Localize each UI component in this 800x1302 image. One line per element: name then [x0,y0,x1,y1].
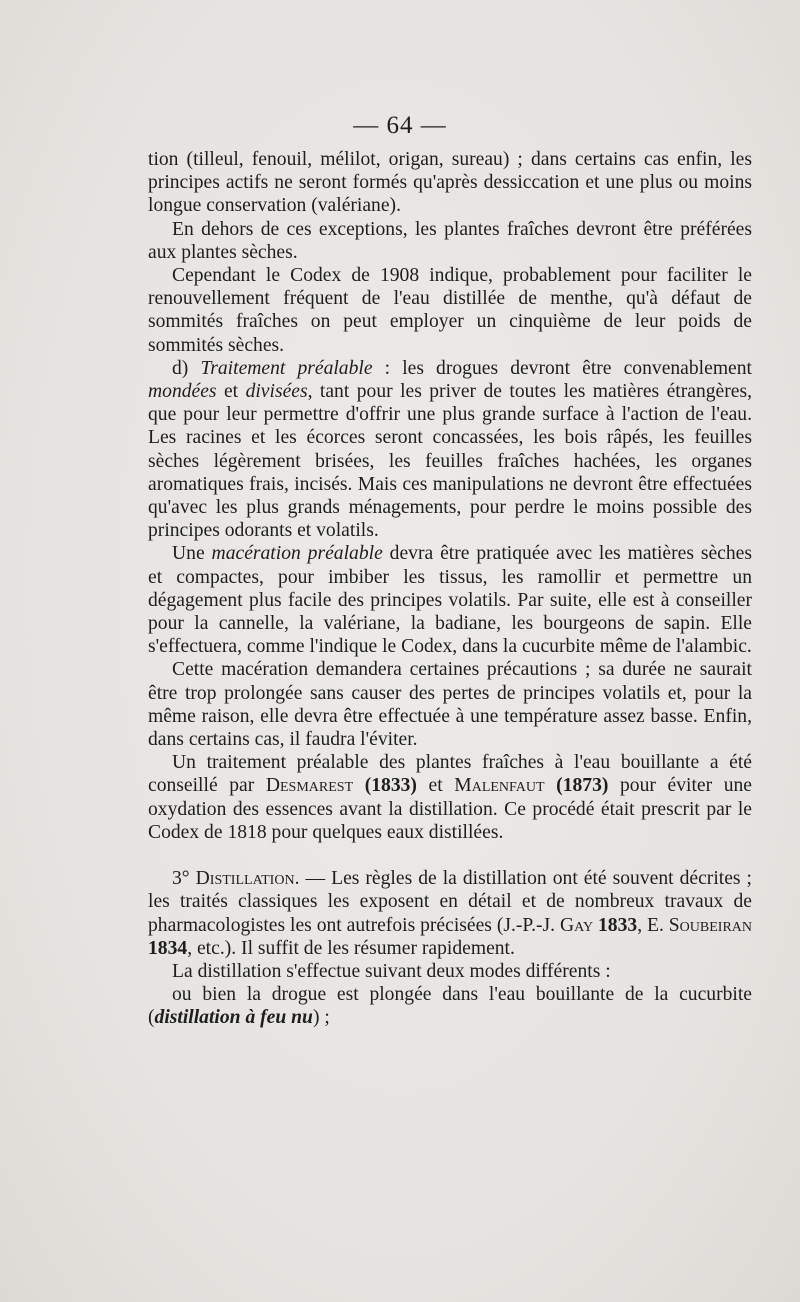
author-name: Desmarest [265,775,354,797]
emphasis: mondées [148,381,217,403]
emphasis: macération préalable [211,543,383,565]
paragraph-5: Une macération préalable devra être pratiquée avec les matières sèches et compactes, pour imbiber les tissus, les ramollir et permettre un dégagement plus facile des principes volatils. Par suite, elle est à conseiller pour la cannelle, la valériane, la badiane, les bourgeons de sapin. Elle s'effectuera, comme l'indique le Codex, dans la cucurbite même de l'alambic. [148,543,752,658]
author-name: Soubeiran [668,914,753,936]
section-label: d) [172,357,189,379]
emphasis: distillation à feu nu [154,1007,313,1029]
page-number: — 64 — [353,112,447,139]
paragraph-8: 3° Distillation. — Les règles de la distillation ont été souvent décrites ; les traités classiques les exposent en détail et de nombreux travaux de pharmacologistes les ont autrefois précisées (J.-P.-J. Gay 1833, E. Soubeiran 1834, etc.). Il suffit de les résumer rapidement. [148,868,753,959]
year: 1834 [148,937,188,959]
section-heading: Distillation. [195,868,300,890]
author-name: Malenfaut [454,775,545,797]
author-name: Gay [559,914,594,936]
section-heading: Traitement préalable [200,357,373,379]
body-text [148,148,752,1030]
paragraph-4: d) Traitement préalable : les drogues devront être convenablement mondées et divisées, tant pour les priver de toutes les matières étrangères, que pour leur permettre d'offrir une plus grande surface à l'action de l'eau. Les racines et les écorces seront concassées, les bois râpés, les feuilles sèches légèrement brisées, les feuilles fraîches hachées, les organes aromatiques frais, incisés. Mais ces manipulations ne devront être effectuées qu'avec les plus grands ménagements, pour perdre le moins possible des principes odorants et volatils. [148,357,752,542]
paragraph-10: ou bien la drogue est plongée dans l'eau bouillante de la cucurbite (distillation à feu nu) ; [148,984,752,1029]
paragraph-2: En dehors de ces exceptions, les plantes fraîches devront être préférées aux plantes sèches. [148,218,752,263]
paragraph-1: tion (tilleul, fenouil, mélilot, origan, sureau) ; dans certains cas enfin, les principes actifs ne seront formés qu'après dessiccation et une plus ou moins longue conservation (valériane). [148,149,752,217]
year: (1873) [556,775,609,797]
year: 1833 [598,914,638,936]
emphasis: divisées [245,381,308,403]
year: (1833) [364,775,417,797]
paragraph-3: Cependant le Codex de 1908 indique, probablement pour faciliter le renouvellement fréquent de l'eau distillée de menthe, qu'à défaut de sommités fraîches on peut employer un cinquième de leur poids de sommités sèches. [148,265,752,356]
paragraph-9: La distillation s'effectue suivant deux modes différents : [172,960,611,982]
paragraph-6: Cette macération demandera certaines précautions ; sa durée ne saurait être trop prolongée sans causer des pertes de principes volatils et, pour la même raison, elle devra être effectuée à une température assez basse. Enfin, dans certains cas, il faudra l'éviter. [148,659,752,751]
paragraph-7: Un traitement préalable des plantes fraîches à l'eau bouillante a été conseillé par Desmarest (1833) et Malenfaut (1873) pour éviter une oxydation des essences avant la distillation. Ce procédé était prescrit par le Codex de 1818 pour quelques eaux distillées. [148,752,752,843]
